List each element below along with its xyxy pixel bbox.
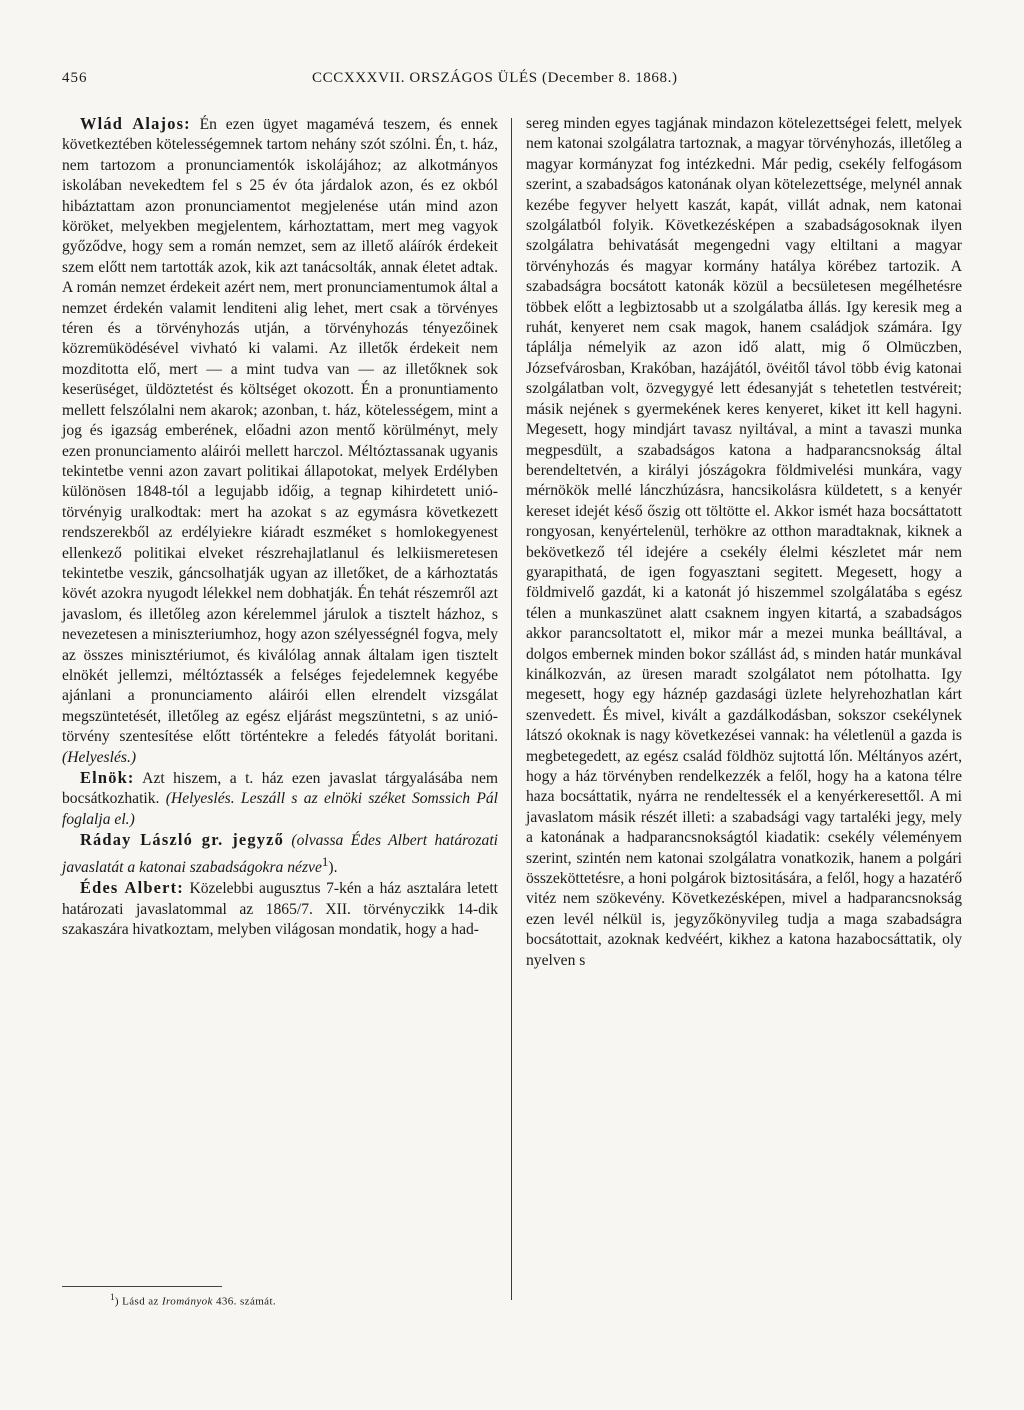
speaker-name: Ráday László gr. jegyző xyxy=(80,830,285,850)
column-divider xyxy=(511,118,512,1300)
stage-note: (olvassa Édes Albert határozati javaslatát a katonai szabadságokra nézve xyxy=(62,832,498,876)
footnote-text: ) Lásd az xyxy=(114,1295,162,1308)
approval-note: (Helyeslés.) xyxy=(62,748,137,766)
speaker-name: Elnök: xyxy=(80,768,135,787)
paragraph-elnok xyxy=(62,768,498,830)
stage-note: (Helyeslés. Leszáll s az elnöki széket Somssich Pál foglalja el.) xyxy=(62,790,498,828)
right-column xyxy=(526,114,962,971)
paragraph-raday xyxy=(62,830,498,878)
footnote-number: 1 xyxy=(110,1292,115,1302)
footnote-rule xyxy=(62,1286,222,1287)
footnote-text-end: 436. számát. xyxy=(212,1295,277,1308)
footnote xyxy=(110,1292,276,1308)
footnote-italic: Irományok xyxy=(161,1295,213,1308)
stage-note-close: ). xyxy=(328,858,338,876)
page-header xyxy=(62,70,962,94)
running-title: CCCXXXVII. ORSZÁGOS ÜLÉS (December 8. 1868.) xyxy=(312,70,678,86)
footnote-ref: 1 xyxy=(321,853,329,869)
paragraph-text: Én ezen ügyet magamévá teszem, és ennek következtében kötelességemnek tartom nehány szót szólni. Én, t. ház, nem tartozom a pronunciamentók iskolájához; az alkotmányos iskolában nevekedtem fel s 25 év óta járdalok azon, és ez okból hibáztattam azon pronunciamentot megjelenése után mind azon köröket, melyekben megjelentem, kárhoztattam, mert meg vagyok győződve, hogy sem a román nemzet, sem az illető aláírók érdekeit szem előtt nem tartották azok, kik azt tanácsolták, annak életet adtak. A román nemzet érdekeit azért nem, mert pronunciamentumok által a nemzet érdekén valamit lenditeni alig lehet, mert csak a törvényes téren és a törvényhozás utján, a törvényhozás tényezőinek közremüködésével vivható ki valami. Az illetők érdekeit nem mozditotta elő, mert — a mint tudva van — az illetőknek sok keserüséget, üldöztetést és költséget okozott. Én a pronuntiamento mellett felszólalni nem akarok; azonban, t. ház, kötelességem, mint a jog és igazság emberének, előadni azon mentő körülményt, mely ezen pronunciamento aláirói mellett harczol. Méltóztassanak ugyanis tekintetbe venni azon zavart politikai állapotokat, melyek Erdélyben különösen 1848-tól a legujabb időig, a tegnap kihirdetett unió-törvényig uralkodtak: mert ha azokat s az egymásra következett rendszerekből az erdélyiekre kiáradt eszméket s homlokegyenest ellenkező politikai elveket részrehajlatlanul és lelkiismeretesen tekintetbe veszik, gáncsolhatják ugyan az illetőket, de a kárhoztatás kövét azokra nyugodt lélekkel nem dobhatják. Én tehát részemről azt javaslom, és illetőleg azon kérelemmel járulok a tisztelt házhoz, s nevezetesen a miniszteriumhoz, hogy azon szélyességnél fogva, mely az összes minisztériumot, és kiválólag annak általam igen tisztelt elnökét jellemzi, méltóztassék a felséges fejedelemnek kegyébe ajánlani a pronunciamento aláirói ellen elrendelt vizsgálat megszüntetését, illetőleg az egész eljárást megszüntetni, s az unió-törvény szentesítése előtt történtekre a feledés fátyolát boritani. xyxy=(62,116,498,746)
paragraph-edes xyxy=(62,878,498,940)
paragraph-text: Közelebbi augusztus 7-kén a ház asztalára letett határozati javaslatommal az 1865/7. XII. törvényczikk 14-dik szakaszára hivatkoztam, melyben világosan mondatik, hogy a had- xyxy=(62,880,498,939)
paragraph-text: Azt hiszem, a t. ház ezen javaslat tárgyalásába nem bocsátkozhatik. xyxy=(62,770,498,808)
page-number: 456 xyxy=(62,70,88,86)
speaker-name: Édes Albert: xyxy=(80,878,184,898)
left-column xyxy=(62,114,498,940)
paragraph-continued: sereg minden egyes tagjának mindazon kötelezettségei felett, melyek nem katonai szolgálatra tartoznak, a magyar törvényhozás, illetőleg a magyar kormányzat fog intézkedni. Már pedig, csekély felfogásom szerint, a szabadságos katonának olyan kötelezettsége, melynél annak kezébe fegyver helyett kaszát, kapát, villát adnak, nem katonai szolgálatból folyik. Következésképen a szabadságosoknak ilyen szolgálatra behivatását megengedni vagy eltiltani a magyar törvényhozás és magyar kormány hatálya körébez tartozik. A szabadságra bocsátott katonák közül a becsületesen megélhetésre többek előtt a legbiztosabb ut a szolgálatba állás. Igy keresik meg a ruhát, kenyeret nem csak magok, hanem családjok számára. Igy táplálja némelyik az azon idő alatt, mig ő Olmüczben, Józsefvárosban, Krakóban, hazájától, övéitől távol több évig katonai szolgálatban volt, özvegygyé lett édesanyját s tehetetlen testvéreit; másik nejének s gyermekének keres kenyeret, kiket itt kell hagyni. Megesett, hogy mindjárt tavasz nyiltával, a mint a tavaszi munka megpesdült, a szabadságos katona a hadparancsnokság által berendeltetvén, a királyi jószágokra földmivelési munkára, vagy mérnökök mellé lánczhúzásra, hancsikolásra küldetett, s a kenyér kereset idejét késő őszig ott töltötte el. Akkor ismét haza bocsáttatott rongyosan, kenyértelenül, terhökre az otthon maradtaknak, kiknek a bekövetkező tél idejére a csekély élelmi készletet már nem gyarapithatá, de igen fogyasztani segitett. Megesett, hogy a földmivelő gazdát, ki a katonát jó hiszemmel szolgálatába s egész télen a munkaszünet alatt csaknem ingyen kitartá, a szabadságos akkor parancsoltatott el, mikor már a mezei munka beálltával, a dolgos embernek minden bokor szállást ád, s minden határ munkával kinálkozván, az üresen maradt szolgálatot nem pótolhatta. Igy megesett, hogy egy háznép gazdasági üzlete helyrehozhatlan kárt szenvedett. És mivel, kivált a gazdálkodásban, sokszor csekélynek látszó okoknak is nagy következései vannak: ha véletlenül a gazda is megbetegedett, az egész család földhöz sujtottá lőn. Méltányos azért, hogy a ház törvényben rendelkezzék a felől, hogy ha a katona télre haza bocsáttatik, nyárra ne rendeltessék el a kenyérkeresettől. A mi javaslatom másik részét illeti: a szabadsági vagy tartaléki jegy, mely a katonának a hadparancsnokságtól kiadatik: csekély véleményem szerint, szintén nem katonai szolgálatra vonatkozik, hanem a polgári összeköttetésre, a honi polgárok biztositására, a felől, hogy a hazatérő vitéz nem szökevény. Következésképen, mivel a hadparancsnokság ezen levél nélkül is, jegyzőkönyvileg tudja a maga szabadságra bocsátottait, azoknak kedvéért, kikhez a katona hazabocsáttatik, oly nyelven s xyxy=(526,115,962,969)
paragraph-wlad xyxy=(62,114,498,768)
speaker-name: Wlád Alajos: xyxy=(80,114,191,133)
